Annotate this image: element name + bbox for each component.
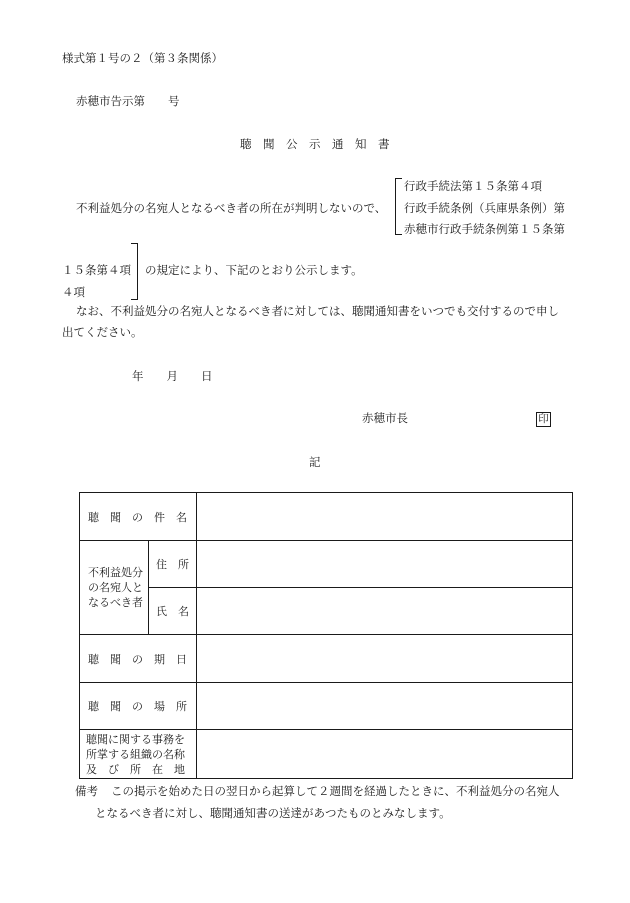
note-line-2: となるべき者に対し、聴聞通知書の送達があつたものとみなします。 [95, 806, 451, 820]
signer: 赤穂市長 [362, 411, 408, 425]
note-label: 備考 [75, 784, 98, 798]
form-number: 様式第１号の２（第３条関係） [62, 51, 223, 65]
label-address: 住 所 [149, 541, 197, 588]
hearing-form-table [79, 492, 573, 779]
label-case-name: 聴 聞 の 件 名 [80, 493, 197, 541]
date-line: 年 月 日 [132, 369, 213, 383]
law-continuation-2: ４項 [62, 285, 85, 299]
value-address [197, 541, 573, 588]
value-office [197, 730, 573, 779]
law-option-2: 行政手続条例（兵庫県条例）第 [404, 201, 565, 215]
label-hearing-place: 聴 聞 の 場 所 [80, 683, 197, 730]
label-hearing-date: 聴 聞 の 期 日 [80, 635, 197, 683]
body-para-2-line-1: なお、不利益処分の名宛人となるべき者に対しては、聴聞通知書をいつでも交付するので申し [76, 304, 559, 318]
seal-mark: 印 [536, 412, 551, 427]
value-hearing-place [197, 683, 573, 730]
label-party-group: 不利益処分 の名宛人と なるべき者 [80, 541, 149, 635]
notice-number: 赤穂市告示第 号 [76, 94, 180, 108]
left-brace [395, 178, 402, 235]
document-title: 聴 聞 公 示 通 知 書 [240, 137, 390, 151]
body-line-1: 不利益処分の名宛人となるべき者の所在が判明しないので、 [76, 201, 387, 215]
value-case-name [197, 493, 573, 541]
ki-label: 記 [309, 455, 321, 469]
value-name [197, 588, 573, 635]
law-continuation-1: １５条第４項 [62, 263, 131, 277]
law-option-1: 行政手続法第１５条第４項 [404, 179, 542, 193]
law-option-3: 赤穂市行政手続条例第１５条第 [404, 222, 565, 236]
note-line-1: この掲示を始めた日の翌日から起算して２週間を経過したときに、不利益処分の名宛人 [111, 784, 560, 798]
label-office: 聴聞に関する事務を 所掌する組織の名称 及 び 所 在 地 [80, 730, 197, 779]
value-hearing-date [197, 635, 573, 683]
label-name: 氏 名 [149, 588, 197, 635]
body-para-2-line-2: 出てください。 [62, 325, 143, 339]
right-brace [131, 243, 138, 300]
body-line-2: の規定により、下記のとおり公示します。 [145, 263, 363, 277]
